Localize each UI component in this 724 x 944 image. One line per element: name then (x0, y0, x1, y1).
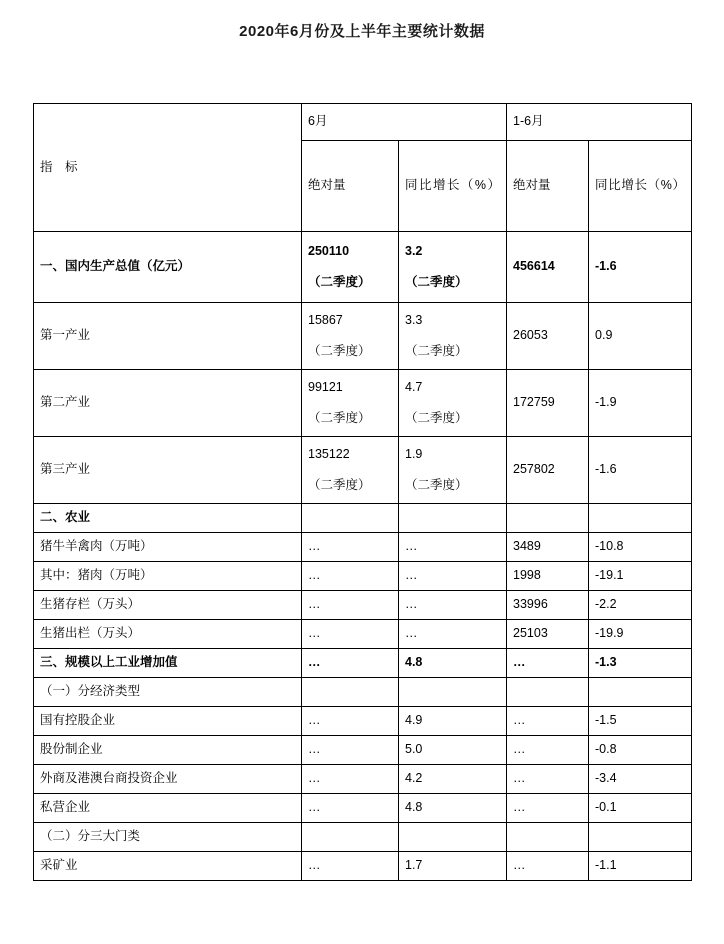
cell-cumulative-absolute-value: … (513, 771, 526, 786)
cell-month-yoy-value: … (405, 597, 418, 612)
cell-month-yoy (399, 852, 507, 881)
cell-indicator: 生猪存栏（万头） (34, 591, 302, 620)
table-row (34, 562, 692, 591)
cell-cumulative-absolute-value: 257802 (513, 462, 555, 477)
cell-cumulative-absolute-value: 3489 (513, 539, 541, 554)
cell-month-absolute (302, 562, 399, 591)
cell-month-yoy (399, 562, 507, 591)
cell-indicator: 生猪出栏（万头） (34, 620, 302, 649)
cell-indicator: 第一产业 (34, 303, 302, 370)
cell-month-yoy (399, 591, 507, 620)
cell-indicator: 第三产业 (34, 437, 302, 504)
cell-cumulative-absolute (507, 591, 589, 620)
table-body (34, 104, 692, 881)
cell-cumulative-yoy-value: -1.6 (595, 259, 617, 274)
cell-month-yoy (399, 649, 507, 678)
cell-month-yoy-value: 5.0 (405, 742, 423, 757)
cell-month-yoy (399, 765, 507, 794)
document-page (0, 20, 724, 944)
cell-cumulative-absolute (507, 649, 589, 678)
cell-month-absolute-value: 250110 (308, 243, 350, 258)
cell-month-absolute-value: … (308, 568, 321, 583)
cell-cumulative-absolute-value: 1998 (513, 568, 541, 583)
cell-month-yoy (399, 232, 507, 303)
cell-cumulative-yoy (589, 370, 692, 437)
cell-cumulative-absolute (507, 678, 589, 707)
cell-indicator: 采矿业 (34, 852, 302, 881)
cell-month-yoy-value: … (405, 539, 418, 554)
cell-cumulative-absolute (507, 736, 589, 765)
cell-month-absolute-value: 15867 (308, 312, 343, 327)
cell-cumulative-yoy-value: -1.1 (595, 858, 617, 873)
cell-cumulative-absolute-value: … (513, 742, 526, 757)
cell-cumulative-yoy-value: -1.5 (595, 713, 617, 728)
cell-cumulative-absolute (507, 303, 589, 370)
cell-month-yoy (399, 533, 507, 562)
statistics-table (33, 103, 692, 881)
cell-cumulative-absolute-value: 172759 (513, 395, 555, 410)
cell-cumulative-absolute (507, 620, 589, 649)
column-header-cumulative: 1-6月 (507, 104, 692, 141)
cell-month-yoy-value: 4.9 (405, 713, 423, 728)
cell-indicator: 其中：猪肉（万吨） (34, 562, 302, 591)
cell-cumulative-yoy (589, 794, 692, 823)
cell-month-absolute (302, 852, 399, 881)
cell-month-absolute (302, 232, 399, 303)
cell-month-yoy-value: 4.8 (405, 655, 423, 670)
cell-cumulative-yoy (589, 437, 692, 504)
cell-month-absolute (302, 794, 399, 823)
statistics-table-container (0, 103, 724, 881)
cell-month-absolute (302, 303, 399, 370)
cell-cumulative-yoy-value: -19.1 (595, 568, 624, 583)
table-row (34, 852, 692, 881)
cell-month-absolute-value: … (308, 539, 321, 554)
column-header-month-yoy: 同比增长（%） (399, 141, 507, 232)
cell-cumulative-absolute (507, 504, 589, 533)
cell-cumulative-yoy (589, 678, 692, 707)
cell-month-absolute-note: （二季度） (308, 275, 371, 289)
cell-cumulative-yoy (589, 504, 692, 533)
cell-cumulative-yoy (589, 852, 692, 881)
cell-month-yoy (399, 437, 507, 504)
cell-indicator: （一）分经济类型 (34, 678, 302, 707)
cell-cumulative-absolute-value: 456614 (513, 259, 555, 274)
cell-month-yoy (399, 707, 507, 736)
cell-cumulative-yoy-value: -1.9 (595, 395, 617, 410)
cell-month-absolute (302, 533, 399, 562)
cell-cumulative-yoy-value: -3.4 (595, 771, 617, 786)
table-row (34, 533, 692, 562)
cell-indicator: 一、国内生产总值（亿元） (34, 232, 302, 303)
cell-month-absolute-value: 135122 (308, 446, 350, 461)
table-row (34, 370, 692, 437)
cell-cumulative-absolute (507, 823, 589, 852)
cell-month-absolute (302, 736, 399, 765)
column-header-month-absolute: 绝对量 (302, 141, 399, 232)
cell-month-absolute-note: （二季度） (308, 411, 371, 425)
cell-month-yoy-value: … (405, 568, 418, 583)
cell-indicator: 外商及港澳台商投资企业 (34, 765, 302, 794)
cell-month-yoy-note: （二季度） (405, 275, 468, 289)
table-row (34, 794, 692, 823)
cell-month-absolute-value: … (308, 800, 321, 815)
cell-cumulative-absolute-value: … (513, 713, 526, 728)
cell-month-yoy-value: 4.8 (405, 800, 423, 815)
cell-month-absolute-value: … (308, 742, 321, 757)
cell-cumulative-yoy-value: -19.9 (595, 626, 624, 641)
cell-indicator: 股份制企业 (34, 736, 302, 765)
cell-month-yoy (399, 736, 507, 765)
cell-month-yoy-value: 4.7 (405, 379, 423, 394)
cell-month-absolute (302, 765, 399, 794)
column-header-month: 6月 (302, 104, 507, 141)
cell-month-absolute (302, 678, 399, 707)
cell-cumulative-yoy (589, 649, 692, 678)
column-header-cumulative-absolute: 绝对量 (507, 141, 589, 232)
table-header-row-period (34, 104, 692, 141)
cell-month-yoy-value: … (405, 626, 418, 641)
cell-cumulative-absolute-value: … (513, 655, 526, 670)
cell-month-yoy-value: 3.2 (405, 243, 423, 258)
table-row (34, 437, 692, 504)
cell-cumulative-absolute (507, 794, 589, 823)
cell-month-absolute (302, 620, 399, 649)
cell-cumulative-yoy (589, 707, 692, 736)
cell-cumulative-yoy (589, 533, 692, 562)
cell-month-yoy (399, 794, 507, 823)
table-row (34, 765, 692, 794)
cell-month-yoy-note: （二季度） (405, 478, 468, 492)
cell-month-absolute (302, 707, 399, 736)
table-row (34, 232, 692, 303)
cell-month-yoy (399, 303, 507, 370)
cell-month-absolute (302, 437, 399, 504)
cell-month-absolute (302, 823, 399, 852)
cell-month-yoy-value: 1.9 (405, 446, 423, 461)
cell-cumulative-yoy (589, 823, 692, 852)
cell-cumulative-yoy-value: -2.2 (595, 597, 617, 612)
cell-cumulative-yoy (589, 736, 692, 765)
cell-cumulative-absolute (507, 232, 589, 303)
cell-cumulative-absolute (507, 707, 589, 736)
cell-cumulative-absolute-value: 26053 (513, 328, 548, 343)
table-row (34, 591, 692, 620)
cell-month-absolute (302, 591, 399, 620)
table-row (34, 620, 692, 649)
cell-cumulative-absolute-value: 33996 (513, 597, 548, 612)
cell-indicator: 猪牛羊禽肉（万吨） (34, 533, 302, 562)
table-row (34, 649, 692, 678)
cell-month-absolute-value: … (308, 713, 321, 728)
cell-month-absolute (302, 370, 399, 437)
cell-cumulative-yoy (589, 620, 692, 649)
cell-cumulative-absolute (507, 533, 589, 562)
cell-month-absolute (302, 649, 399, 678)
cell-month-absolute-note: （二季度） (308, 478, 371, 492)
cell-cumulative-yoy-value: -1.6 (595, 462, 617, 477)
cell-indicator: 第二产业 (34, 370, 302, 437)
cell-cumulative-absolute (507, 437, 589, 504)
cell-cumulative-absolute (507, 852, 589, 881)
cell-cumulative-yoy-value: 0.9 (595, 328, 613, 343)
table-row (34, 303, 692, 370)
cell-month-yoy (399, 678, 507, 707)
cell-cumulative-yoy-value: -0.1 (595, 800, 617, 815)
column-header-indicator: 指 标 (34, 104, 302, 232)
table-row (34, 736, 692, 765)
cell-month-absolute (302, 504, 399, 533)
cell-month-absolute-value: … (308, 626, 321, 641)
cell-month-absolute-note: （二季度） (308, 344, 371, 358)
cell-indicator: 二、农业 (34, 504, 302, 533)
cell-cumulative-absolute (507, 765, 589, 794)
cell-month-absolute-value: … (308, 655, 321, 670)
cell-cumulative-absolute-value: … (513, 800, 526, 815)
cell-month-absolute-value: … (308, 771, 321, 786)
cell-month-yoy (399, 504, 507, 533)
cell-indicator: 三、规模以上工业增加值 (34, 649, 302, 678)
table-row (34, 707, 692, 736)
cell-cumulative-absolute-value: 25103 (513, 626, 548, 641)
cell-indicator: 私营企业 (34, 794, 302, 823)
cell-cumulative-yoy-value: -1.3 (595, 655, 617, 670)
cell-month-absolute-value: … (308, 597, 321, 612)
cell-month-yoy (399, 823, 507, 852)
cell-cumulative-yoy (589, 303, 692, 370)
table-row (34, 678, 692, 707)
cell-cumulative-absolute (507, 370, 589, 437)
cell-month-yoy (399, 620, 507, 649)
cell-month-yoy (399, 370, 507, 437)
cell-indicator: 国有控股企业 (34, 707, 302, 736)
table-row (34, 504, 692, 533)
cell-cumulative-yoy-value: -0.8 (595, 742, 617, 757)
page-title: 2020年6月份及上半年主要统计数据 (239, 23, 485, 40)
column-header-cumulative-yoy: 同比增长（%） (589, 141, 692, 232)
cell-cumulative-yoy (589, 562, 692, 591)
cell-cumulative-absolute (507, 562, 589, 591)
cell-month-yoy-value: 3.3 (405, 312, 423, 327)
cell-month-absolute-value: 99121 (308, 379, 343, 394)
cell-cumulative-yoy-value: -10.8 (595, 539, 624, 554)
cell-month-absolute-value: … (308, 858, 321, 873)
cell-cumulative-absolute-value: … (513, 858, 526, 873)
cell-indicator: （二）分三大门类 (34, 823, 302, 852)
cell-cumulative-yoy (589, 765, 692, 794)
cell-month-yoy-note: （二季度） (405, 344, 468, 358)
cell-cumulative-yoy (589, 591, 692, 620)
cell-month-yoy-value: 1.7 (405, 858, 423, 873)
cell-cumulative-yoy (589, 232, 692, 303)
table-row (34, 823, 692, 852)
cell-month-yoy-note: （二季度） (405, 411, 468, 425)
cell-month-yoy-value: 4.2 (405, 771, 423, 786)
